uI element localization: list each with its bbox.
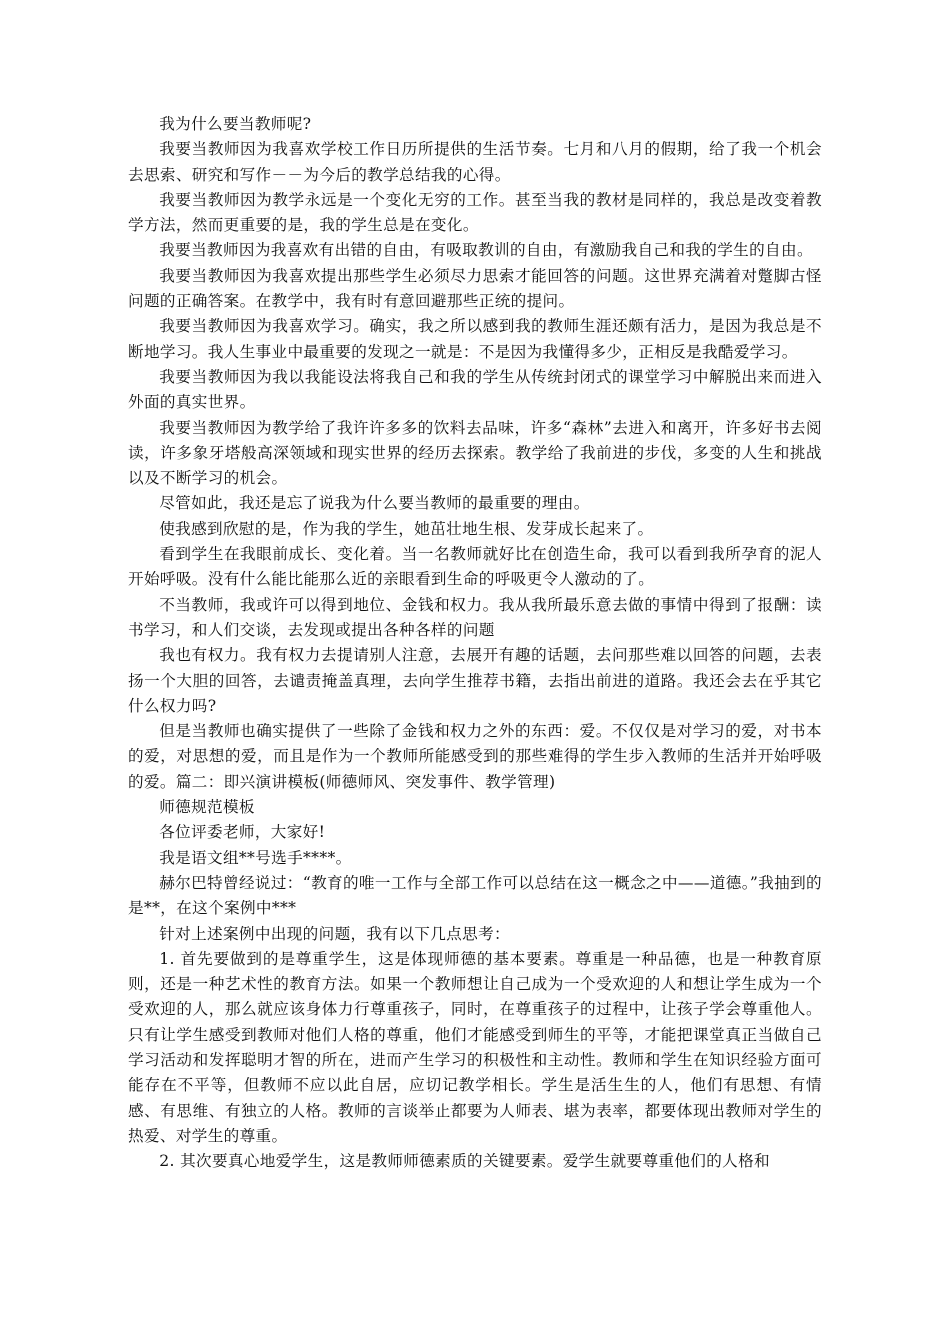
greeting: 各位评委老师，大家好!: [159, 823, 326, 842]
paragraph: 看到学生在我眼前成长、变化着。当一名教师就好比在创造生命，我可以看到我所孕育的泥人开始呼吸。没有什么能比能那么近的亲眼看到生命的呼吸更令人激动的了。: [128, 545, 822, 589]
paragraph: 赫尔巴特曾经说过：“教育的唯一工作与全部工作可以总结在这一概念之中——道德。”我抽到的是**，在这个案例中***: [128, 873, 822, 918]
paragraph: 尽管如此，我还是忘了说我为什么要当教师的最重要的理由。: [159, 494, 590, 513]
paragraph: 不当教师，我或许可以得到地位、金钱和权力。我从我所最乐意去做的事情中得到了报酬：读书学习，和人们交谈，去发现或提出各种各样的问题: [128, 595, 822, 639]
paragraph: 我要当教师因为我喜欢学习。确实，我之所以感到我的教师生涯还颇有活力，是因为我总是不断地学习。我人生事业中最重要的发现之一就是：不是因为我懂得多少，正相反是我酷爱学习。: [128, 317, 822, 361]
section-title: 师德规范模板: [159, 798, 255, 817]
paragraph: 我要当教师因为我以我能设法将我自己和我的学生从传统封闭式的课堂学习中解脱出来而进入外面的真实世界。: [128, 367, 822, 412]
paragraph: 针对上述案例中出现的问题，我有以下几点思考：: [159, 924, 510, 943]
paragraph: 我是语文组**号选手****。: [159, 848, 352, 867]
paragraph: 我为什么要当教师呢?: [159, 115, 312, 133]
paragraph: 我也有权力。我有权力去提请别人注意，去展开有趣的话题，去问那些难以回答的问题，去表扬一个大胆的回答，去谴责掩盖真理，去向学生推荐书籍，去指出前进的道路。我还会去在乎其它什么权力吗?: [128, 646, 822, 715]
paragraph: 但是当教师也确实提供了一些除了金钱和权力之外的东西：爱。不仅仅是对学习的爱，对书本的爱，对思想的爱，而且是作为一个教师所能感受到的那些难得的学生步入教师的生活并开始呼吸的爱。篇二：即兴演讲模板(师德师风、突发事件、教学管理): [128, 722, 822, 791]
paragraph: 使我感到欣慰的是，作为我的学生，她茁壮地生根、发芽成长起来了。: [159, 519, 654, 538]
paragraph: 我要当教师因为我喜欢学校工作日历所提供的生活节奏。七月和八月的假期，给了我一个机会去思索、研究和写作－－为今后的教学总结我的心得。: [128, 140, 822, 184]
paragraph: 我要当教师因为教学给了我许许多多的饮料去品味，许多“森林”去进入和离开，许多好书去阅读，许多象牙塔般高深领域和现实世界的经历去探索。教学给了我前进的步伐，多变的人生和挑战以及不断学习的机会。: [128, 418, 822, 488]
list-item: 2. 其次要真心地爱学生，这是教师师德素质的关键要素。爱学生就要尊重他们的人格和: [159, 1152, 770, 1171]
paragraph: 我要当教师因为我喜欢有出错的自由，有吸取教训的自由，有激励我自己和我的学生的自由。: [159, 241, 813, 260]
paragraph: 我要当教师因为我喜欢提出那些学生必须尽力思索才能回答的问题。这世界充满着对蹩脚古怪问题的正确答案。在教学中，我有时有意回避那些正统的提问。: [128, 266, 822, 311]
paragraph: 我要当教师因为教学永远是一个变化无穷的工作。甚至当我的教材是同样的，我总是改变着教学方法，然而更重要的是，我的学生总是在变化。: [128, 190, 822, 235]
list-item: 1. 首先要做到的是尊重学生，这是体现师德的基本要素。尊重是一种品德，也是一种教育原则，还是一种艺术性的教育方法。如果一个教师想让自己成为一个受欢迎的人和想让学生成为一个受欢迎的人，那么就应该身体力行尊重孩子，同时，在尊重孩子的过程中，让孩子学会尊重他人。只有让学生感受到教师对他们人格的尊重，他们才能感受到师生的平等，才能把课堂真正当做自己学习活动和发挥聪明才智的所在，进而产生学习的积极性和主动性。教师和学生在知识经验方面可能存在不平等，但教师不应以此自居，应切记教学相长。学生是活生生的人，他们有思想、有情感、有思维、有独立的人格。教师的言谈举止都要为人师表、堪为表率，都要体现出教师对学生的热爱、对学生的尊重。: [128, 949, 822, 1145]
document-page: [128, 112, 822, 1174]
